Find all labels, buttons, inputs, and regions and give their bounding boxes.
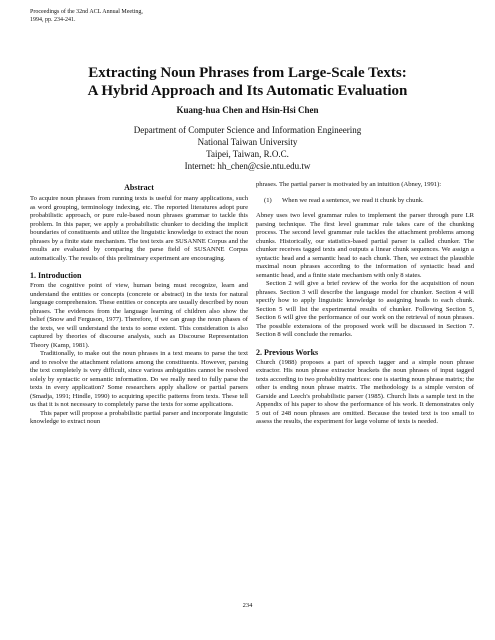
affiliation-university: National Taiwan University [197, 137, 298, 147]
right-column [256, 181, 474, 427]
affiliation-department: Department of Computer Science and Information Engineering [133, 125, 362, 135]
example-text: When we read a sentence, we read it chunk by chunk. [282, 196, 424, 204]
paper-title-line-1: Extracting Noun Phrases from Large-Scale Texts: [88, 65, 407, 81]
affiliation-email: Internet: hh_chen@csie.ntu.edu.tw [184, 161, 311, 171]
section-1-paragraph-2: Traditionally, to make out the noun phrases in a text means to parse the text and to resolve the attachment relations among the constituents. However, parsing the text completely is very difficult, since various ambiguities cannot be resolved solely by syntactic or semantic information. Do we really need to fully parse the texts in every application? Some researchers apply shallow or partial parsers (Smadja, 1991; Hindle, 1990) to acquiring specific patterns from texts. These tell us that it is not necessary to completely parse the texts for some applications. [30, 350, 248, 408]
section-2-heading: 2. Previous Works [256, 347, 319, 357]
authors: Kuang-hua Chen and Hsin-Hsi Chen [176, 105, 319, 115]
abstract-text: To acquire noun phrases from running texts is useful for many applications, such as word grouping, terminology indexing, etc. The reported literatures adopt pure probabilistic approach, or pure rule-based noun phrases grammar to tackle this problem. In this paper, we apply a probabilistic chunker to deciding the implicit boundaries of constituents and utilize the linguistic knowledge to extract the noun phrases by a finite state mechanism. The test texts are SUSANNE Corpus and the results are evaluated by comparing the parse field of SUSANNE Corpus automatically. The results of this preliminary experiment are encouraging. [30, 195, 248, 262]
section-1-paragraph-3: This paper will propose a probabilistic partial parser and incorporate linguistic knowledge to extract noun [30, 409, 248, 425]
proceedings-header [30, 8, 143, 24]
page-number: 234 [242, 602, 253, 609]
left-column [30, 183, 248, 427]
paper-title-line-2: A Hybrid Approach and Its Automatic Evaluation [87, 83, 408, 99]
affiliation [0, 124, 495, 172]
affiliation-location: Taipei, Taiwan, R.O.C. [206, 149, 289, 159]
section-2-paragraph-1: Church (1988) proposes a part of speech tagger and a simple noun phrase extractor. His noun phrase extractor brackets the noun phrases of input tagged texts according to two probability matrices: one is starting noun phrase matrix; the other is ending noun phrase matrix. The methodology is a simple version of Garside and Leech's probabilistic parser (1985). Church lists a sample text in the Appendix of his paper to show the performance of his work. It demonstrates only 5 out of 248 noun phrases are omitted. Because the tested text is too small to assess the results, the experiment for large volume of texts is needed. [256, 358, 474, 425]
abstract-heading: Abstract [124, 183, 154, 192]
section-1-paragraph-1: From the cognitive point of view, human being must recognize, learn and understand the entities or concepts (concrete or abstract) in the texts for natural language comprehension. These entities or concepts are usually described by noun phrases. The evidences from the language learning of children also show the belief (Snow and Ferguson, 1977). Therefore, if we can grasp the noun phases of the texts, we will understand the texts to some extent. This consideration is also captured by theories of discourse analysis, such as Discourse Representation Theory (Kamp, 1981). [30, 282, 248, 349]
section-1-paragraph-3-continued: phrases. The partial parser is motivated by an intuition (Abney, 1991): [256, 181, 442, 188]
example-number: (1) [264, 196, 272, 204]
section-1-paragraph-4: Abney uses two level grammar rules to implement the parser through pure LR parsing technique. The first level grammar rule takes care of the chunking process. The second level grammar rule tackles the attachment problems among chunks. Historically, our statistics-based partial parser is called chunker. The chunker receives tagged texts and outputs a linear chunk sequences. We assign a syntactic head and a semantic head to each chunk. Then, we extract the plausible maximal noun phrases according to the information of syntactic head and semantic head, and a finite state mechanism with only 8 states. [256, 212, 474, 279]
section-1-paragraph-5: Section 2 will give a brief review of the works for the acquisition of noun phrases. Section 3 will describe the language model for chunker. Section 4 will specify how to apply linguistic knowledge to assigning heads to each chunk. Section 5 will list the experimental results of chunker. Following Section 5, Section 6 will give the performance of our work on the retrieval of noun phrases. The possible extensions of the proposed work will be discussed in Section 7. Section 8 will conclude the remarks. [256, 280, 474, 338]
proceedings-line-2: 1994, pp. 234-241. [30, 17, 76, 23]
section-1-heading: 1. Introduction [30, 271, 82, 280]
numbered-example [264, 197, 474, 206]
proceedings-line-1: Proceedings of the 32nd ACL Annual Meeting, [30, 9, 143, 15]
